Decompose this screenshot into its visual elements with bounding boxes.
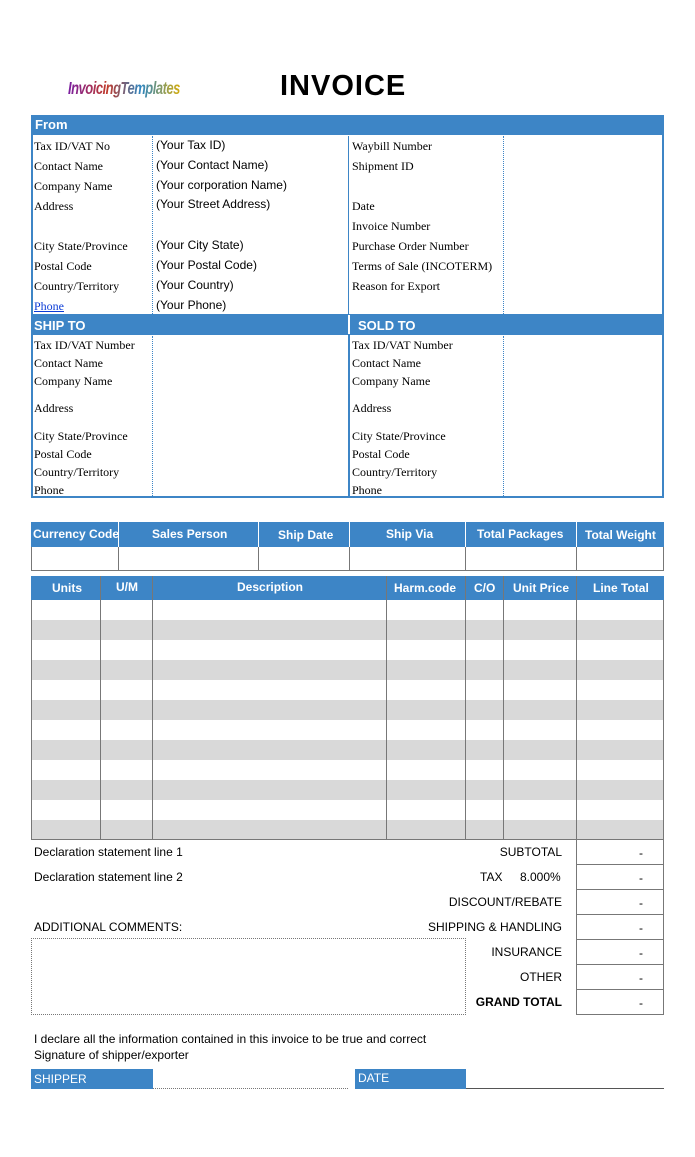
col-sep-co — [503, 576, 504, 840]
grand-total-label: GRAND TOTAL — [475, 995, 562, 1009]
terms-of-sale-label: Terms of Sale (INCOTERM) — [352, 259, 493, 273]
from-country-label: Country/Territory — [34, 279, 120, 293]
sold-to-city-label: City State/Province — [352, 429, 446, 443]
ship-to-contact-label: Contact Name — [34, 356, 103, 370]
date-signature-line[interactable] — [466, 1088, 664, 1089]
from-phone-link[interactable]: Phone — [34, 299, 64, 313]
shipinfo-sep-5 — [576, 522, 577, 547]
ship-via-cell[interactable] — [465, 547, 466, 571]
ship-to-country-label: Country/Territory — [34, 465, 120, 479]
sold-to-divider — [503, 336, 504, 496]
shipper-signature-line[interactable] — [153, 1088, 348, 1089]
additional-comments-label: ADDITIONAL COMMENTS: — [34, 920, 183, 934]
sold-to-phone-label: Phone — [352, 483, 382, 497]
col-sep-description — [386, 576, 387, 840]
discount-label: DISCOUNT/REBATE — [448, 895, 562, 909]
units-header: Units — [52, 581, 82, 595]
sold-to-label: SOLD TO — [358, 318, 416, 333]
shipment-id-label: Shipment ID — [352, 159, 414, 173]
table-row[interactable] — [32, 660, 663, 680]
discount-value[interactable]: - — [577, 890, 663, 915]
sold-to-tax-label: Tax ID/VAT Number — [352, 338, 453, 352]
sold-to-postal-label: Postal Code — [352, 447, 410, 461]
table-row[interactable] — [32, 680, 663, 700]
table-row[interactable] — [32, 800, 663, 820]
from-address-value[interactable]: (Your Street Address) — [156, 197, 271, 211]
from-tax-id-value[interactable]: (Your Tax ID) — [156, 138, 226, 152]
table-row[interactable] — [32, 720, 663, 740]
declaration-line-1: Declaration statement line 1 — [34, 845, 183, 859]
shipper-label: SHIPPER — [31, 1069, 153, 1089]
ship-sold-bar-gap — [348, 315, 350, 335]
sold-to-contact-label: Contact Name — [352, 356, 421, 370]
ship-to-address-label: Address — [34, 401, 74, 415]
shipinfo-sep-4 — [465, 522, 466, 547]
ship-date-header: Ship Date — [278, 528, 334, 542]
ship-via-header: Ship Via — [386, 527, 434, 541]
from-company-name-label: Company Name — [34, 179, 113, 193]
sold-to-country-label: Country/Territory — [352, 465, 438, 479]
from-postal-value[interactable]: (Your Postal Code) — [156, 258, 257, 272]
unit-price-header: Unit Price — [513, 581, 570, 595]
um-header: U/M — [116, 580, 138, 594]
tax-rate[interactable]: 8.000% — [520, 870, 561, 884]
from-postal-label: Postal Code — [34, 259, 92, 273]
ship-to-city-label: City State/Province — [34, 429, 128, 443]
table-row[interactable] — [32, 820, 663, 839]
insurance-value[interactable]: - — [577, 940, 663, 965]
harm-code-header: Harm.code — [394, 581, 457, 595]
company-logo: InvoicingTemplates — [68, 78, 180, 99]
ship-to-label: SHIP TO — [34, 318, 86, 333]
from-company-name-value[interactable]: (Your corporation Name) — [156, 178, 287, 192]
table-row[interactable] — [32, 600, 663, 620]
ship-to-phone-label: Phone — [34, 483, 64, 497]
col-sep-units — [100, 576, 101, 840]
currency-code-cell[interactable] — [118, 547, 119, 571]
subtotal-label: SUBTOTAL — [499, 845, 562, 859]
col-sep-um — [152, 576, 153, 840]
table-row[interactable] — [32, 760, 663, 780]
from-country-value[interactable]: (Your Country) — [156, 278, 234, 292]
declaration-line-2: Declaration statement line 2 — [34, 870, 183, 884]
from-section-bar — [31, 115, 664, 135]
other-value[interactable]: - — [577, 965, 663, 990]
sold-to-address-label: Address — [352, 401, 392, 415]
currency-code-header: Currency Code — [33, 527, 120, 541]
from-divider — [152, 136, 153, 316]
tax-label: TAX — [480, 870, 503, 884]
declaration-statement: I declare all the information contained in this invoice to be true and correct — [34, 1032, 427, 1046]
from-city-label: City State/Province — [34, 239, 128, 253]
table-row[interactable] — [32, 740, 663, 760]
grand-total-value: - — [639, 996, 643, 1010]
from-phone-value[interactable]: (Your Phone) — [156, 298, 227, 312]
total-packages-header: Total Packages — [477, 527, 564, 541]
line-total-header: Line Total — [593, 581, 649, 595]
po-number-label: Purchase Order Number — [352, 239, 469, 253]
other-label: OTHER — [520, 970, 562, 984]
co-header: C/O — [474, 581, 496, 595]
total-packages-cell[interactable] — [576, 547, 577, 571]
table-row[interactable] — [32, 780, 663, 800]
waybill-number-label: Waybill Number — [352, 139, 433, 153]
tax-value: - — [577, 865, 663, 890]
sales-person-header: Sales Person — [152, 527, 228, 541]
sales-person-cell[interactable] — [258, 547, 259, 571]
page-title: INVOICE — [280, 70, 407, 102]
total-weight-header: Total Weight — [585, 528, 656, 542]
col-sep-unit-price — [576, 576, 577, 840]
subtotal-value: - — [577, 840, 663, 865]
from-address-label: Address — [34, 199, 74, 213]
invoice-number-label: Invoice Number — [352, 219, 431, 233]
ship-to-tax-label: Tax ID/VAT Number — [34, 338, 135, 352]
shipinfo-sep-2 — [258, 522, 259, 547]
from-right-divider — [503, 136, 504, 316]
insurance-label: INSURANCE — [491, 945, 562, 959]
date-signature-label: DATE — [355, 1069, 466, 1089]
shipping-handling-label: SHIPPING & HANDLING — [427, 920, 562, 934]
from-label: From — [35, 117, 68, 132]
from-contact-name-value[interactable]: (Your Contact Name) — [156, 158, 269, 172]
table-row[interactable] — [32, 640, 663, 660]
from-tax-id-label: Tax ID/VAT No — [34, 139, 111, 153]
table-row[interactable] — [32, 620, 663, 640]
description-header: Description — [237, 580, 304, 594]
ship-to-postal-label: Postal Code — [34, 447, 92, 461]
from-city-value[interactable]: (Your City State) — [156, 238, 244, 252]
signature-label: Signature of shipper/exporter — [34, 1048, 189, 1062]
col-sep-harm — [465, 576, 466, 840]
totals-values-column — [576, 840, 664, 1015]
reason-for-export-label: Reason for Export — [352, 279, 440, 293]
shipping-info-values-row — [31, 547, 664, 571]
ship-to-divider — [152, 336, 153, 496]
from-mid-divider — [348, 136, 349, 316]
from-contact-name-label: Contact Name — [34, 159, 103, 173]
items-table — [31, 600, 664, 840]
date-label: Date — [352, 199, 375, 213]
table-row[interactable] — [32, 700, 663, 720]
shipping-info-header — [31, 522, 664, 547]
sold-to-company-label: Company Name — [352, 374, 431, 388]
shipinfo-sep-3 — [349, 522, 350, 547]
ship-date-cell[interactable] — [349, 547, 350, 571]
ship-to-company-label: Company Name — [34, 374, 113, 388]
shipping-handling-value[interactable]: - — [577, 915, 663, 940]
